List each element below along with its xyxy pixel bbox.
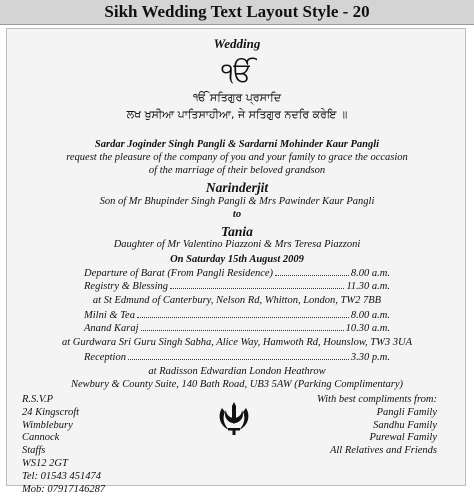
- rsvp-line: 24 Kingscroft: [22, 406, 80, 418]
- schedule-time: 11.30 a.m.: [346, 281, 390, 292]
- ik-onkar-icon: [217, 57, 257, 85]
- schedule-time: 8.00 a.m.: [350, 310, 390, 321]
- schedule-event: Milni & Tea: [84, 310, 135, 321]
- compliments-block: [317, 394, 437, 458]
- venue-reception-line-1: at Radisson Edwardian London Heathrow: [148, 366, 326, 377]
- mool-mantar-line: ੴ ਸਤਿਗੁਰ ਪ੍ਰਸਾਦਿ: [193, 91, 281, 104]
- schedule-row: [84, 268, 390, 279]
- compliments-line: Purewal Family: [369, 432, 437, 444]
- compliments-line: Sandhu Family: [373, 419, 437, 431]
- dotted-leader: [141, 329, 344, 331]
- bride-parents: Daughter of Mr Valentino Piazzoni & Mrs Teresa Piazzoni: [113, 239, 361, 250]
- groom-name: Narinderjit: [205, 180, 269, 195]
- venue-church: at St Edmund of Canterbury, Nelson Rd, Whitton, London, TW2 7BB: [92, 295, 382, 306]
- compliments-line: With best compliments from:: [316, 394, 437, 405]
- dotted-leader: [170, 287, 344, 289]
- rsvp-line: Mob: 07917146287: [22, 483, 106, 495]
- schedule-row: [84, 310, 390, 321]
- dotted-leader: [128, 358, 349, 360]
- khanda-icon: [216, 400, 252, 436]
- dotted-leader: [275, 274, 349, 276]
- rsvp-line: Staffs: [22, 445, 46, 457]
- schedule-event: Departure of Barat (From Pangli Residence): [84, 268, 274, 279]
- rsvp-line: Tel: 01543 451474: [22, 470, 101, 482]
- schedule-row: [84, 352, 390, 363]
- svg-text:ੴ: ੴ: [221, 58, 253, 85]
- groom-parents: Son of Mr Bhupinder Singh Pangli & Mrs Pawinder Kaur Pangli: [99, 196, 375, 207]
- schedule-time: 8.00 a.m.: [350, 268, 390, 279]
- compliments-line: Pangli Family: [376, 406, 437, 418]
- dotted-leader: [137, 316, 349, 318]
- page-title: Sikh Wedding Text Layout Style - 20: [104, 2, 370, 21]
- wedding-date: On Saturday 15th August 2009: [170, 254, 304, 265]
- shabad-line: ਲਖ ਖੁਸੀਆ ਪਾਤਿਸਾਹੀਆ, ਜੇ ਸਤਿਗੁਰ ਨਦਰਿ ਕਰੇਇ ॥: [126, 108, 348, 121]
- page-header: [0, 0, 474, 25]
- compliments-line: All Relatives and Friends: [329, 445, 437, 457]
- schedule-time: 3.30 p.m.: [350, 352, 390, 363]
- hosts-line: Sardar Joginder Singh Pangli & Sardarni Mohinder Kaur Pangli: [94, 139, 380, 150]
- schedule-time: 10.30 a.m.: [345, 323, 390, 334]
- rsvp-line: Cannock: [22, 432, 60, 444]
- schedule-event: Registry & Blessing: [84, 281, 168, 292]
- venue-reception-line-2: Newbury & County Suite, 140 Bath Road, UB3 5AW (Parking Complimentary): [70, 379, 404, 390]
- request-line-1: request the pleasure of the company of you and your family to grace the occasion: [66, 152, 408, 163]
- card-heading: Wedding: [213, 36, 261, 51]
- to-word: to: [232, 209, 242, 220]
- rsvp-block: [22, 394, 105, 496]
- schedule-event: Anand Karaj: [84, 323, 139, 334]
- rsvp-line: R.S.V.P: [22, 394, 54, 405]
- venue-gurdwara: at Gurdwara Sri Guru Singh Sabha, Alice Way, Hamwoth Rd, Hounslow, TW3 3UA: [61, 337, 412, 348]
- schedule-row: [84, 323, 390, 334]
- rsvp-line: Wimblebury: [22, 419, 73, 431]
- schedule-event: Reception: [84, 352, 126, 363]
- rsvp-line: WS12 2GT: [22, 457, 68, 469]
- schedule-row: [84, 281, 390, 292]
- bride-name: Tania: [221, 224, 253, 239]
- request-line-2: of the marriage of their beloved grandson: [148, 165, 326, 176]
